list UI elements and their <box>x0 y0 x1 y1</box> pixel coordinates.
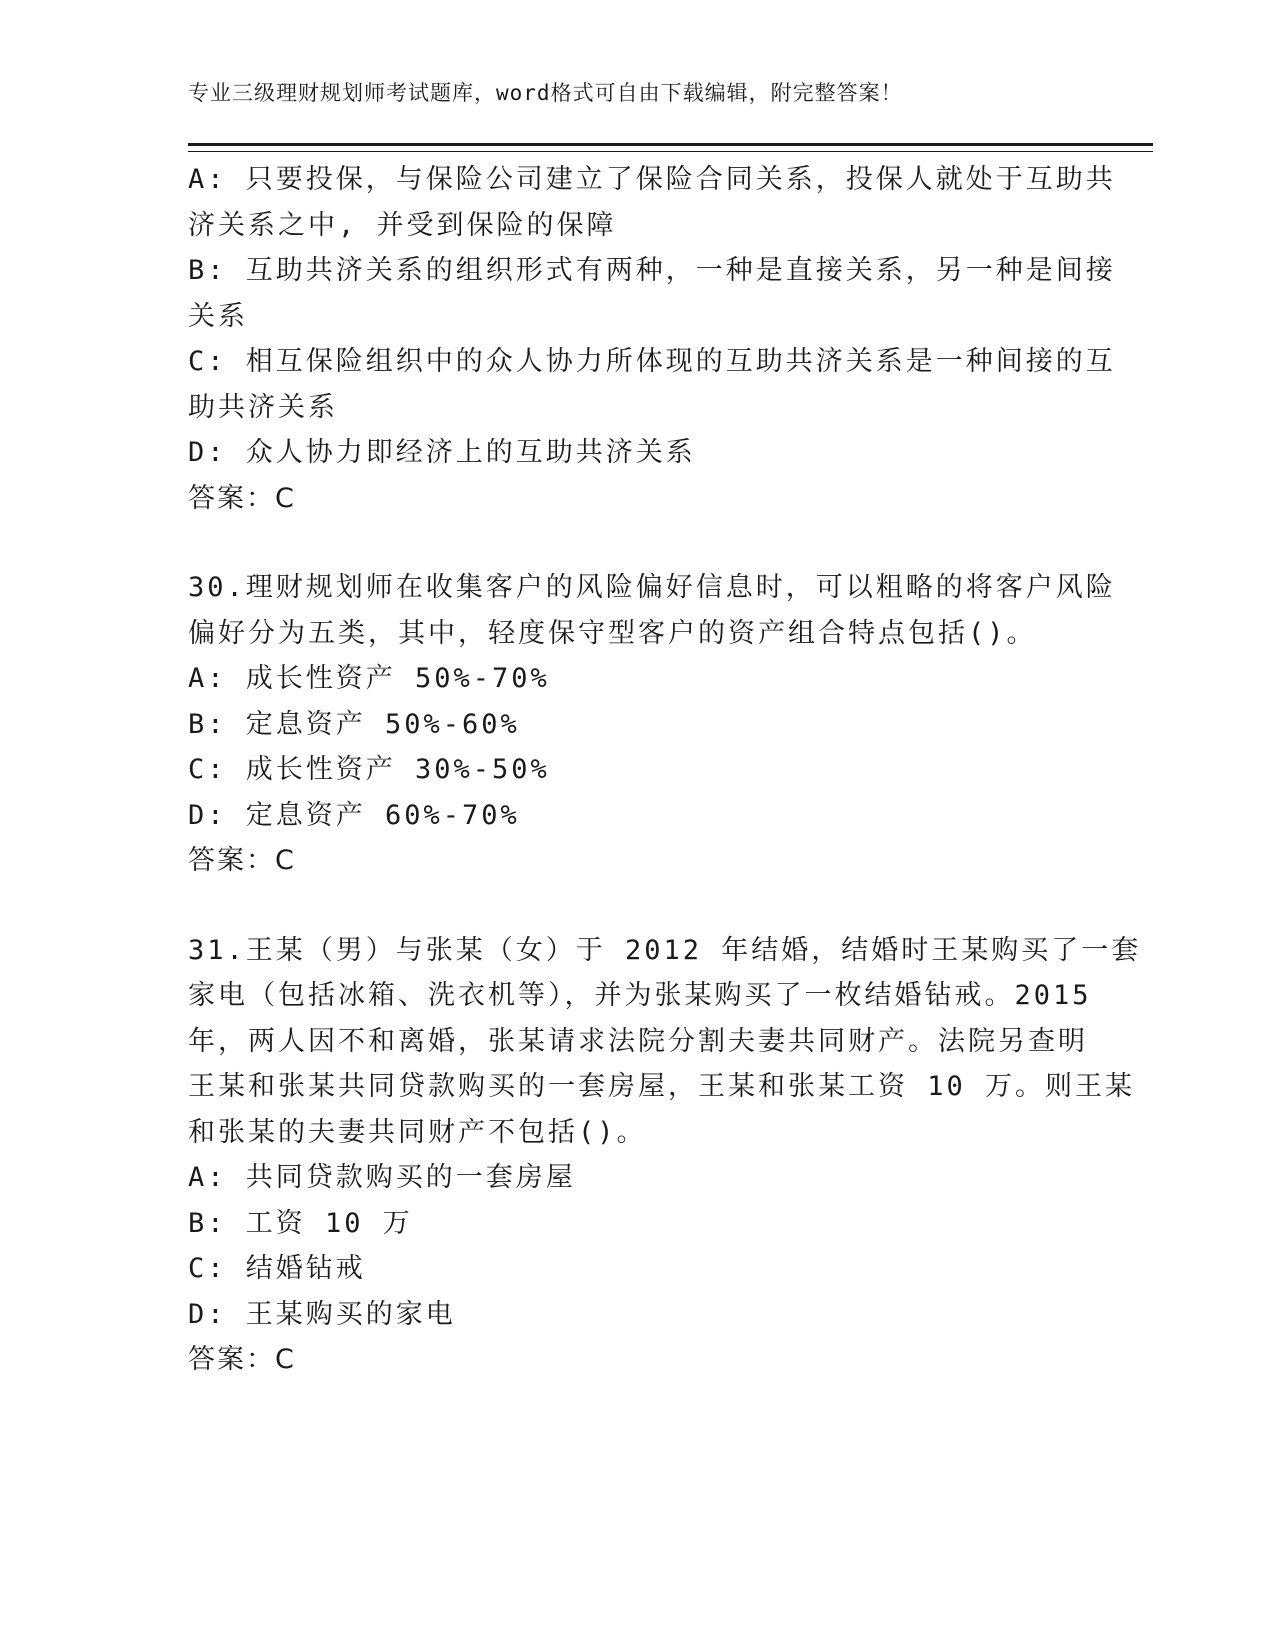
option-d: D: 定息资产 60%-70% <box>188 799 520 831</box>
question-30 <box>188 565 1116 884</box>
option-c: C: 成长性资产 30%-50% <box>188 754 550 785</box>
question-content <box>188 157 1142 1383</box>
spacer <box>188 884 1088 928</box>
option-a: A: 共同贷款购买的一套房屋 <box>188 1162 576 1193</box>
option-d: D: 众人协力即经济上的互助共济关系 <box>188 437 696 468</box>
question-29-fragment <box>188 157 1116 521</box>
answer: 答案：C <box>188 1344 296 1375</box>
question-stem-line-2: 偏好分为五类，其中，轻度保守型客户的资产组合特点包括()。 <box>188 617 1037 649</box>
option-a-line-1: A: 只要投保，与保险公司建立了保险合同关系，投保人就处于互助共 <box>188 164 1116 195</box>
question-stem-line-4: 王某和张某共同贷款购买的一套房屋，王某和张某工资 10 万。则王某 <box>188 1071 1136 1102</box>
question-stem-line-2: 家电（包括冰箱、洗衣机等），并为张某购买了一枚结婚钻戒。2015 <box>188 980 1092 1011</box>
question-stem-line-1: 30.理财规划师在收集客户的风险偏好信息时，可以粗略的将客户风险 <box>188 572 1116 603</box>
option-a-line-2: 济关系之中, 并受到保险的保障 <box>188 209 617 241</box>
option-b-line-1: B: 互助共济关系的组织形式有两种，一种是直接关系，另一种是间接 <box>188 255 1116 286</box>
answer: 答案：C <box>188 845 296 876</box>
option-c-line-2: 助共济关系 <box>188 391 338 423</box>
question-31 <box>188 928 1142 1383</box>
option-d: D: 王某购买的家电 <box>188 1298 456 1330</box>
header-divider <box>188 143 1153 152</box>
spacer <box>188 521 1088 565</box>
question-stem-line-3: 年，两人因不和离婚，张某请求法院分割夫妻共同财产。法院另查明 <box>188 1025 1088 1057</box>
option-a: A: 成长性资产 50%-70% <box>188 663 550 694</box>
option-b: B: 工资 10 万 <box>188 1207 413 1239</box>
option-b: B: 定息资产 50%-60% <box>188 708 520 740</box>
question-stem-line-1: 31.王某（男）与张某（女）于 2012 年结婚，结婚时王某购买了一套 <box>188 934 1142 966</box>
option-c: C: 结婚钻戒 <box>188 1253 366 1284</box>
answer: 答案：C <box>188 482 296 514</box>
option-c-line-1: C: 相互保险组织中的众人协力所体现的互助共济关系是一种间接的互 <box>188 346 1116 377</box>
question-stem-line-5: 和张某的夫妻共同财产不包括()。 <box>188 1116 647 1148</box>
page-header: 专业三级理财规划师考试题库，word格式可自由下载编辑，附完整答案！ <box>188 81 903 105</box>
option-b-line-2: 关系 <box>188 300 248 332</box>
